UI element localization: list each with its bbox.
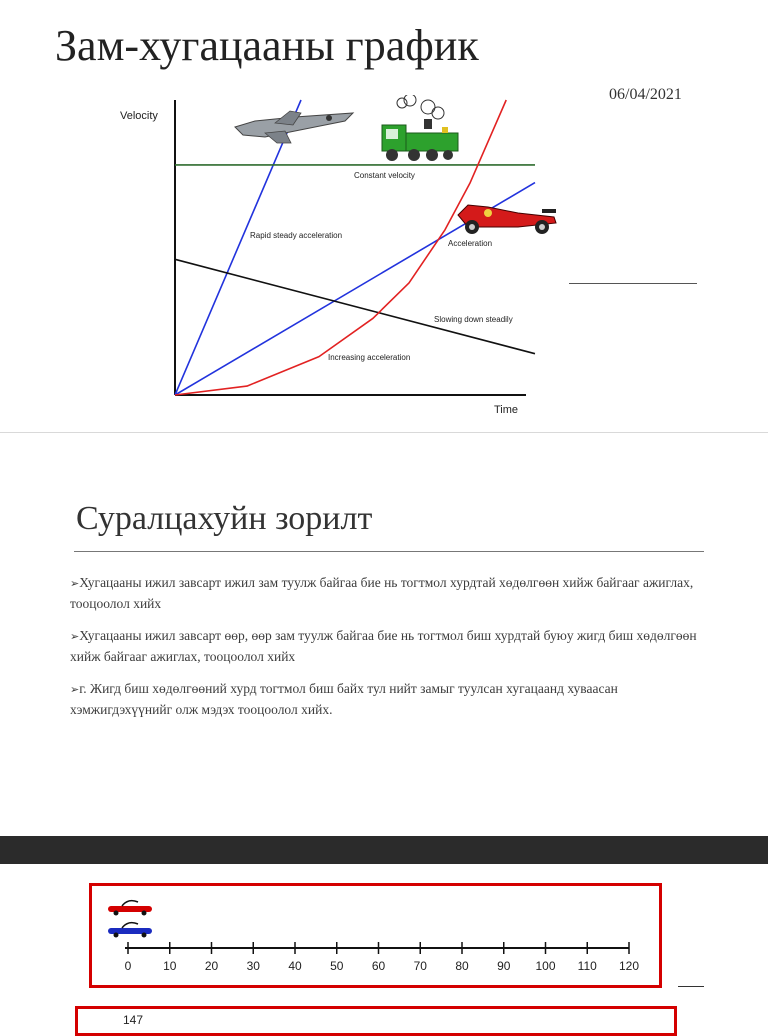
distance-scale-panel xyxy=(89,883,662,988)
scale-tick-label: 110 xyxy=(577,959,597,973)
decorative-rule xyxy=(678,986,704,987)
slide-divider xyxy=(0,432,768,433)
scale-svg xyxy=(92,886,659,985)
scale-tick-label: 10 xyxy=(163,959,177,973)
bullet-text: г. Жигд биш хөдөлгөөний хурд тогтмол биш байх тул нийт замыг туулсан хугацаанд хуваасан хэмжигдэхүүнийг олж мэдэх тооцоолол хийх. xyxy=(70,681,618,717)
blue-car-icon xyxy=(108,923,152,938)
arrow-bullet-icon: ➢ xyxy=(70,578,80,590)
annotation-increasing-acceleration: Increasing acceleration xyxy=(328,353,411,362)
y-axis-label: Velocity xyxy=(120,110,158,122)
annotation-rapid-acceleration: Rapid steady acceleration xyxy=(250,231,343,240)
objective-list xyxy=(70,573,710,732)
arrow-bullet-icon: ➢ xyxy=(70,684,80,696)
list-item xyxy=(70,573,710,614)
scale-tick-label: 30 xyxy=(246,959,260,973)
scale-tick-label: 100 xyxy=(535,959,556,973)
scale-tick-label: 80 xyxy=(455,959,469,973)
annotation-slowing-down: Slowing down steadily xyxy=(434,315,513,324)
list-item xyxy=(70,626,710,667)
section-title: Суралцахуйн зорилт xyxy=(76,500,373,537)
bottom-panel xyxy=(75,1006,677,1036)
list-item xyxy=(70,679,710,720)
slide-separator-band xyxy=(0,836,768,864)
tick-layer xyxy=(125,942,640,973)
jet-icon xyxy=(235,111,353,143)
scale-tick-label: 70 xyxy=(413,959,427,973)
bullet-text: Хугацааны ижил завсарт ижил зам туулж байгаа бие нь тогтмол хурдтай хөдөлгөөн хийж байгааг ажиглах, тооцоолол хийх xyxy=(70,575,694,611)
scale-tick-label: 90 xyxy=(497,959,511,973)
velocity-time-chart xyxy=(110,95,570,425)
slide-date: 06/04/2021 xyxy=(609,86,682,103)
panel-label: 147 xyxy=(123,1013,144,1027)
annotation-constant-velocity: Constant velocity xyxy=(354,171,415,180)
section-rule xyxy=(74,551,704,552)
slide-title: Зам-хугацааны график xyxy=(55,21,479,70)
red-car-icon xyxy=(108,901,152,916)
train-icon xyxy=(382,95,458,161)
scale-tick-label: 60 xyxy=(371,959,386,973)
x-axis-label: Time xyxy=(494,404,519,416)
series-line-rapid-steady-acceleration xyxy=(175,100,301,395)
scale-tick-label: 50 xyxy=(330,959,344,973)
bullet-text: Хугацааны ижил завсарт өөр, өөр зам туулж байгаа бие нь тогтмол биш хурдтай буюу жигд биш хөдөлгөөн хийж байгааг ажиглах, тооцоолол хийх xyxy=(70,628,697,664)
scale-tick-label: 40 xyxy=(288,959,302,973)
scale-tick-label: 20 xyxy=(204,959,219,973)
annotation-acceleration: Acceleration xyxy=(448,239,493,248)
scale-tick-label: 0 xyxy=(124,959,132,973)
decorative-rule xyxy=(569,283,697,284)
arrow-bullet-icon: ➢ xyxy=(70,631,80,643)
series-line-slowing-down-steadily xyxy=(175,259,535,353)
race-car-icon xyxy=(458,205,556,234)
scale-tick-label: 120 xyxy=(618,959,640,973)
